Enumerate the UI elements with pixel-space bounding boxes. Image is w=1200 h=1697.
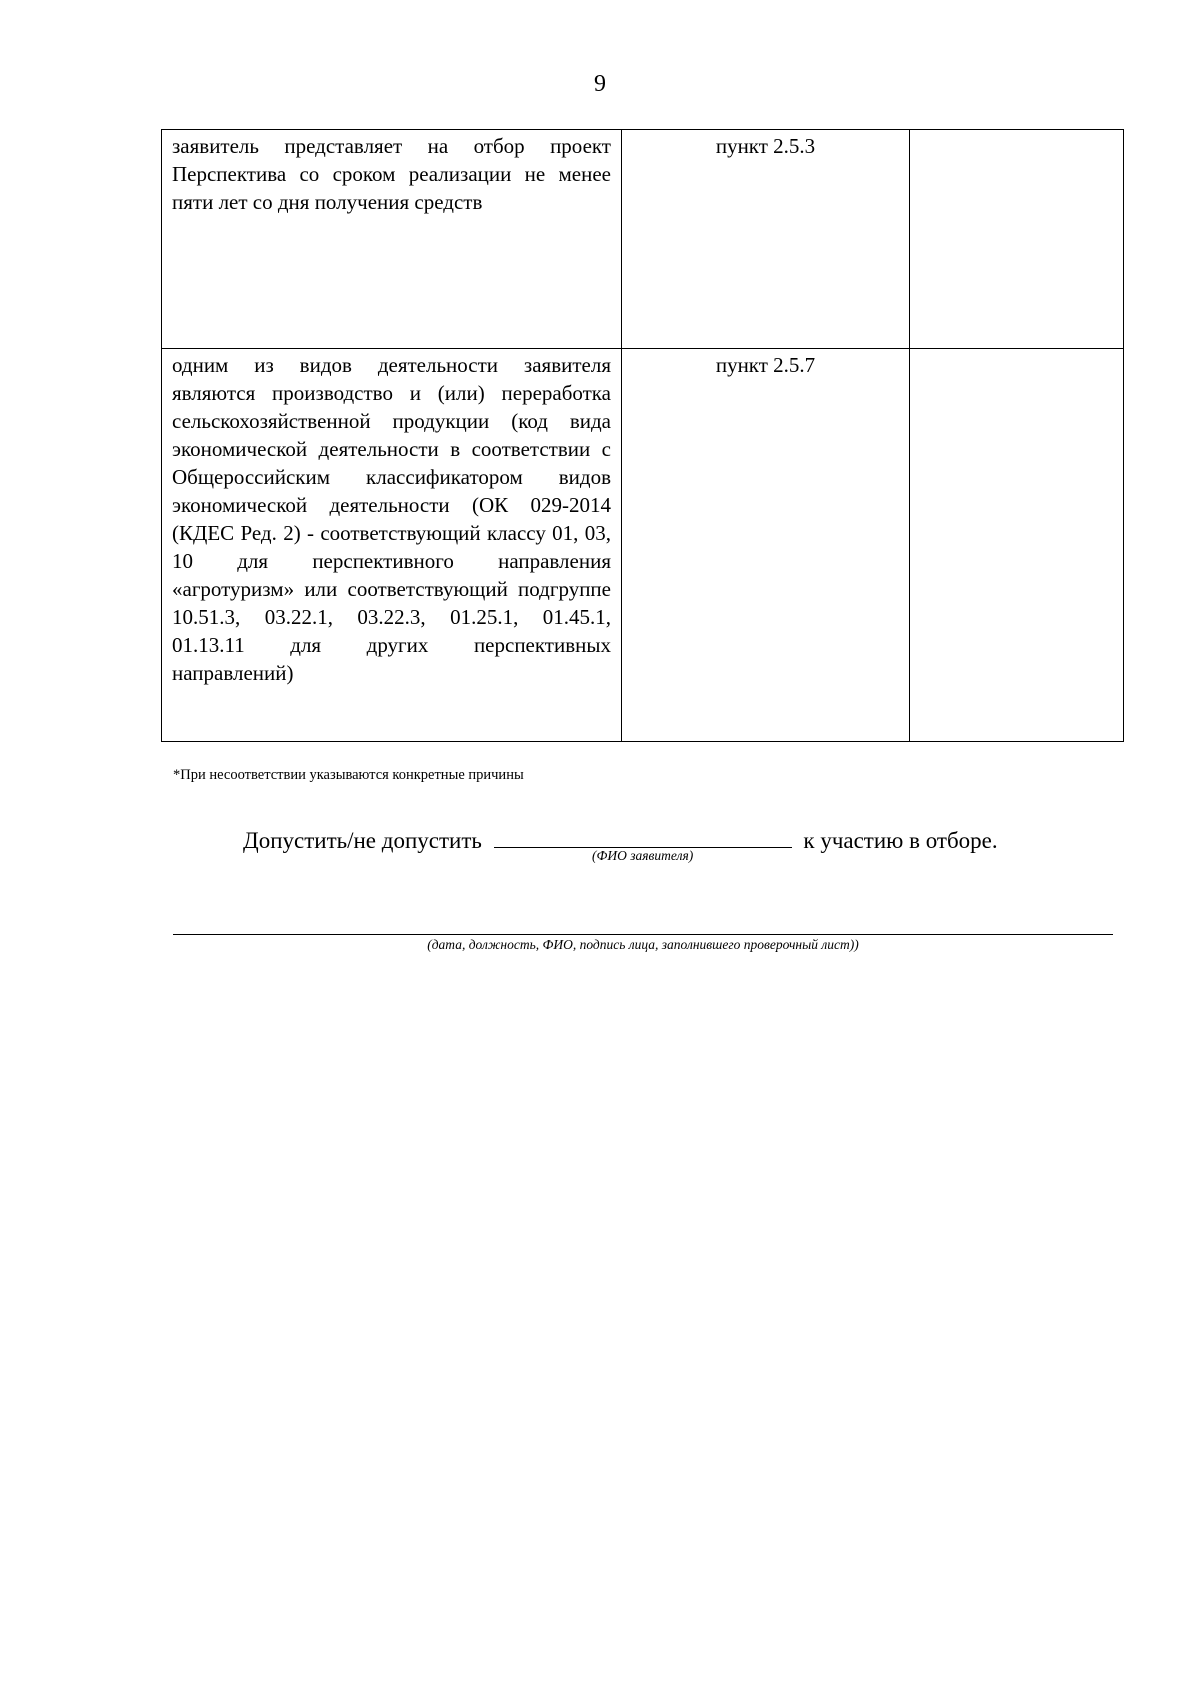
criterion-cell: одним из видов деятельности заявителя являются производство и (или) переработка сельскохозяйственной продукции (код вида экономической деятельности в соответствии с Общероссийским классификатором видов экономической деятельности (ОК 029-2014 (КДЕС Ред. 2) - соответствующий классу 01, 03, 10 для перспективного направления «агротуризм» или соответствующий подгруппе 10.51.3, 03.22.1, 03.22.3, 01.25.1, 01.45.1, 01.13.11 для других перспективных направлений): [162, 349, 622, 742]
page-number: 9: [594, 71, 606, 97]
applicant-name-caption: (ФИО заявителя): [592, 848, 694, 863]
footnote: *При несоответствии указываются конкретные причины: [173, 767, 524, 783]
table-row: [162, 349, 1124, 742]
result-cell: [910, 130, 1124, 349]
applicant-name-blank: [494, 825, 792, 863]
signature-caption: (дата, должность, ФИО, подпись лица, заполнившего проверочный лист)): [427, 937, 859, 952]
decision-suffix: к участию в отборе.: [803, 828, 998, 853]
clause-cell: пункт 2.5.7: [622, 349, 910, 742]
signature-line: [173, 934, 1113, 935]
decision-prefix: Допустить/не допустить: [243, 828, 482, 853]
result-cell: [910, 349, 1124, 742]
criterion-cell: заявитель представляет на отбор проект Перспектива со сроком реализации не менее пяти лет со дня получения средств: [162, 130, 622, 349]
decision-line: [243, 825, 1043, 863]
table-row: [162, 130, 1124, 349]
criteria-table: [161, 129, 1124, 742]
clause-cell: пункт 2.5.3: [622, 130, 910, 349]
